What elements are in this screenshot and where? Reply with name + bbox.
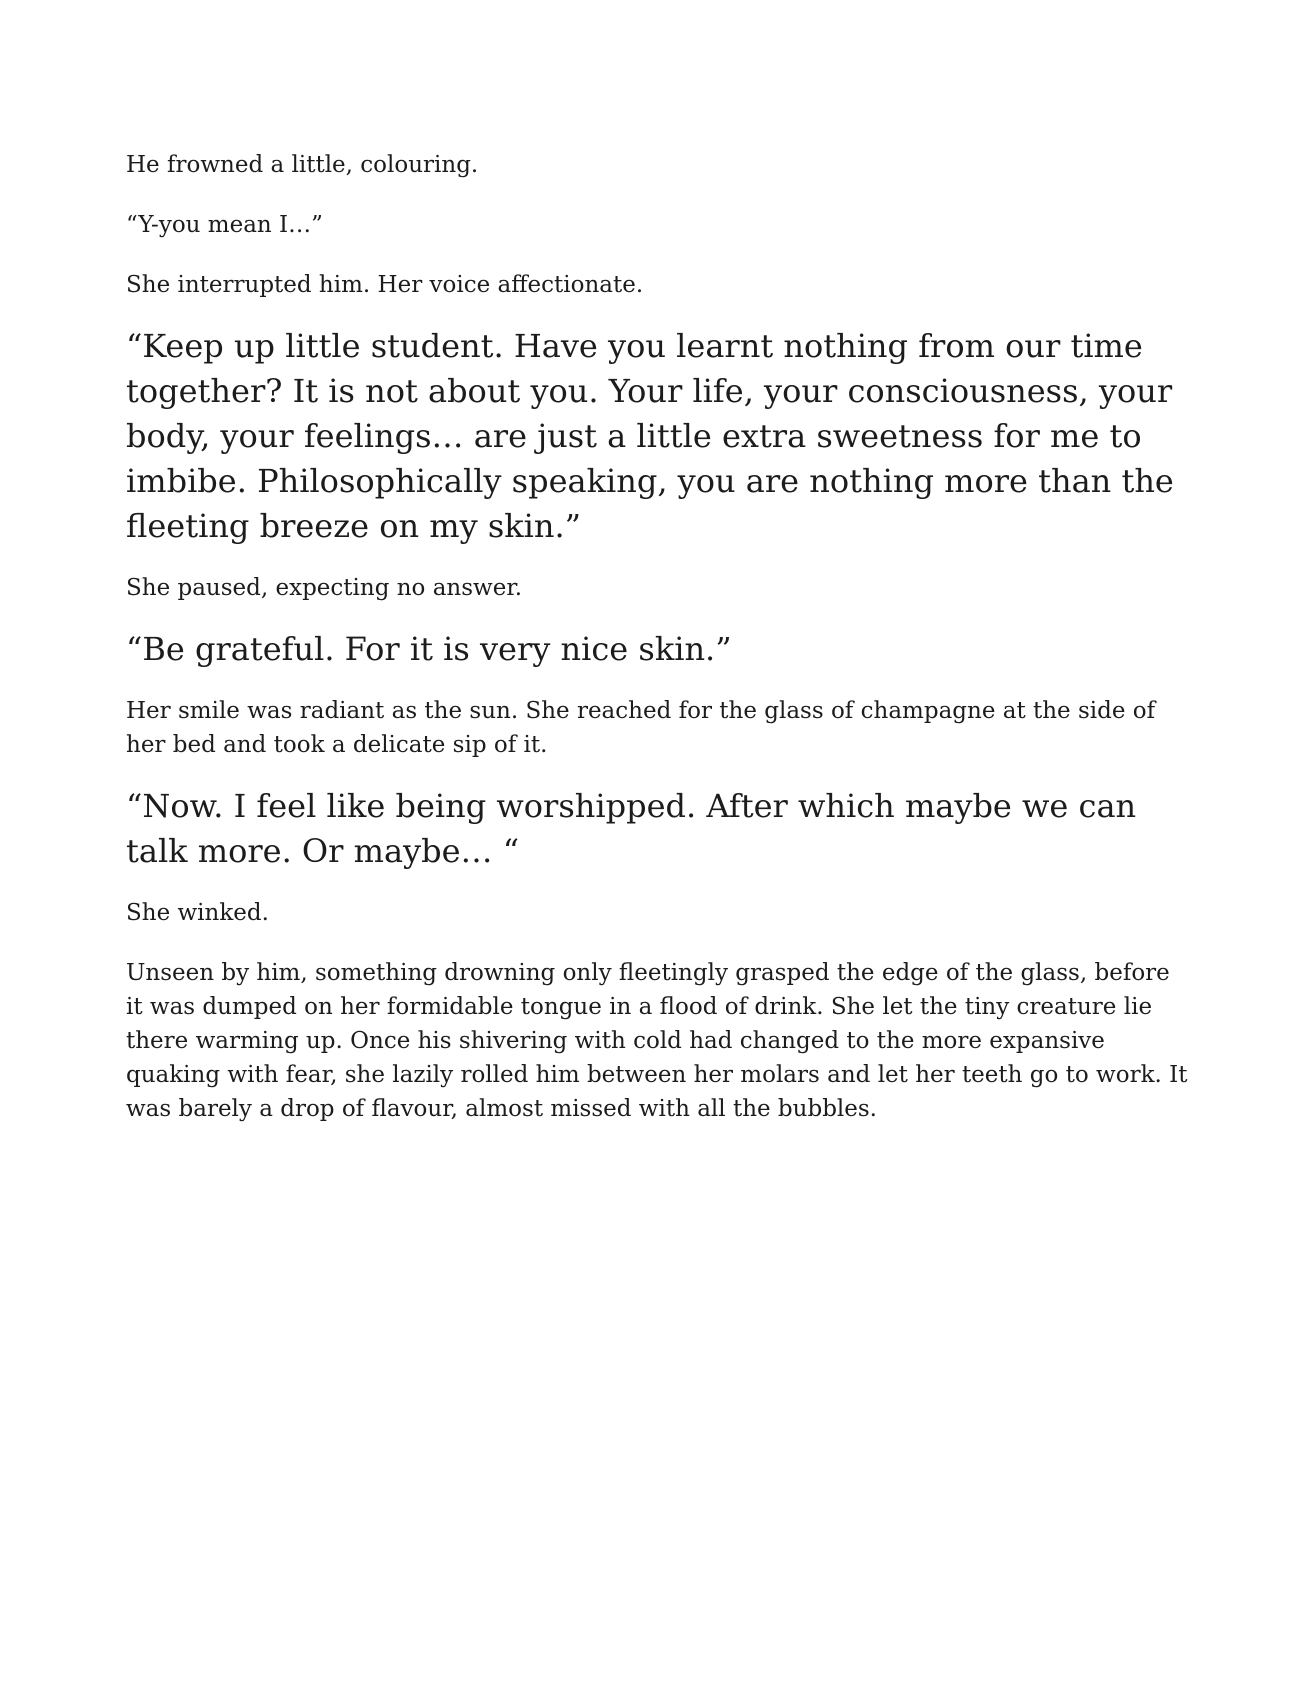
paragraph-8: “Now. I feel like being worshipped. After which maybe we can talk more. Or maybe… “ bbox=[126, 787, 1137, 870]
paragraph-2: “Y-you mean I…” bbox=[126, 212, 323, 238]
paragraph-5: She paused, expecting no answer. bbox=[126, 575, 523, 601]
paragraph-3: She interrupted him. Her voice affectionate. bbox=[126, 272, 644, 298]
paragraph-6: “Be grateful. For it is very nice skin.” bbox=[126, 630, 732, 668]
paragraph-9: She winked. bbox=[126, 900, 269, 926]
paragraph-4: “Keep up little student. Have you learnt nothing from our time together? It is not about you. Your life, your consciousness, your body, your feelings… are just a little extra sweetness for me to imbibe. Philosophically speaking, you are nothing more than the fleeting breeze on my skin.” bbox=[126, 327, 1174, 545]
paragraph-10: Unseen by him, something drowning only fleetingly grasped the edge of the glass, before it was dumped on her formidable tongue in a flood of drink. She let the tiny creature lie there warming up. Once his shivering with cold had changed to the more expansive quaking with fear, she lazily rolled him between her molars and let her teeth go to work. It was barely a drop of flavour, almost missed with all the bubbles. bbox=[126, 960, 1188, 1122]
paragraph-7: Her smile was radiant as the sun. She reached for the glass of champagne at the side of her bed and took a delicate sip of it. bbox=[126, 698, 1156, 758]
paragraph-1: He frowned a little, colouring. bbox=[126, 152, 479, 178]
document-body bbox=[126, 148, 1190, 1126]
